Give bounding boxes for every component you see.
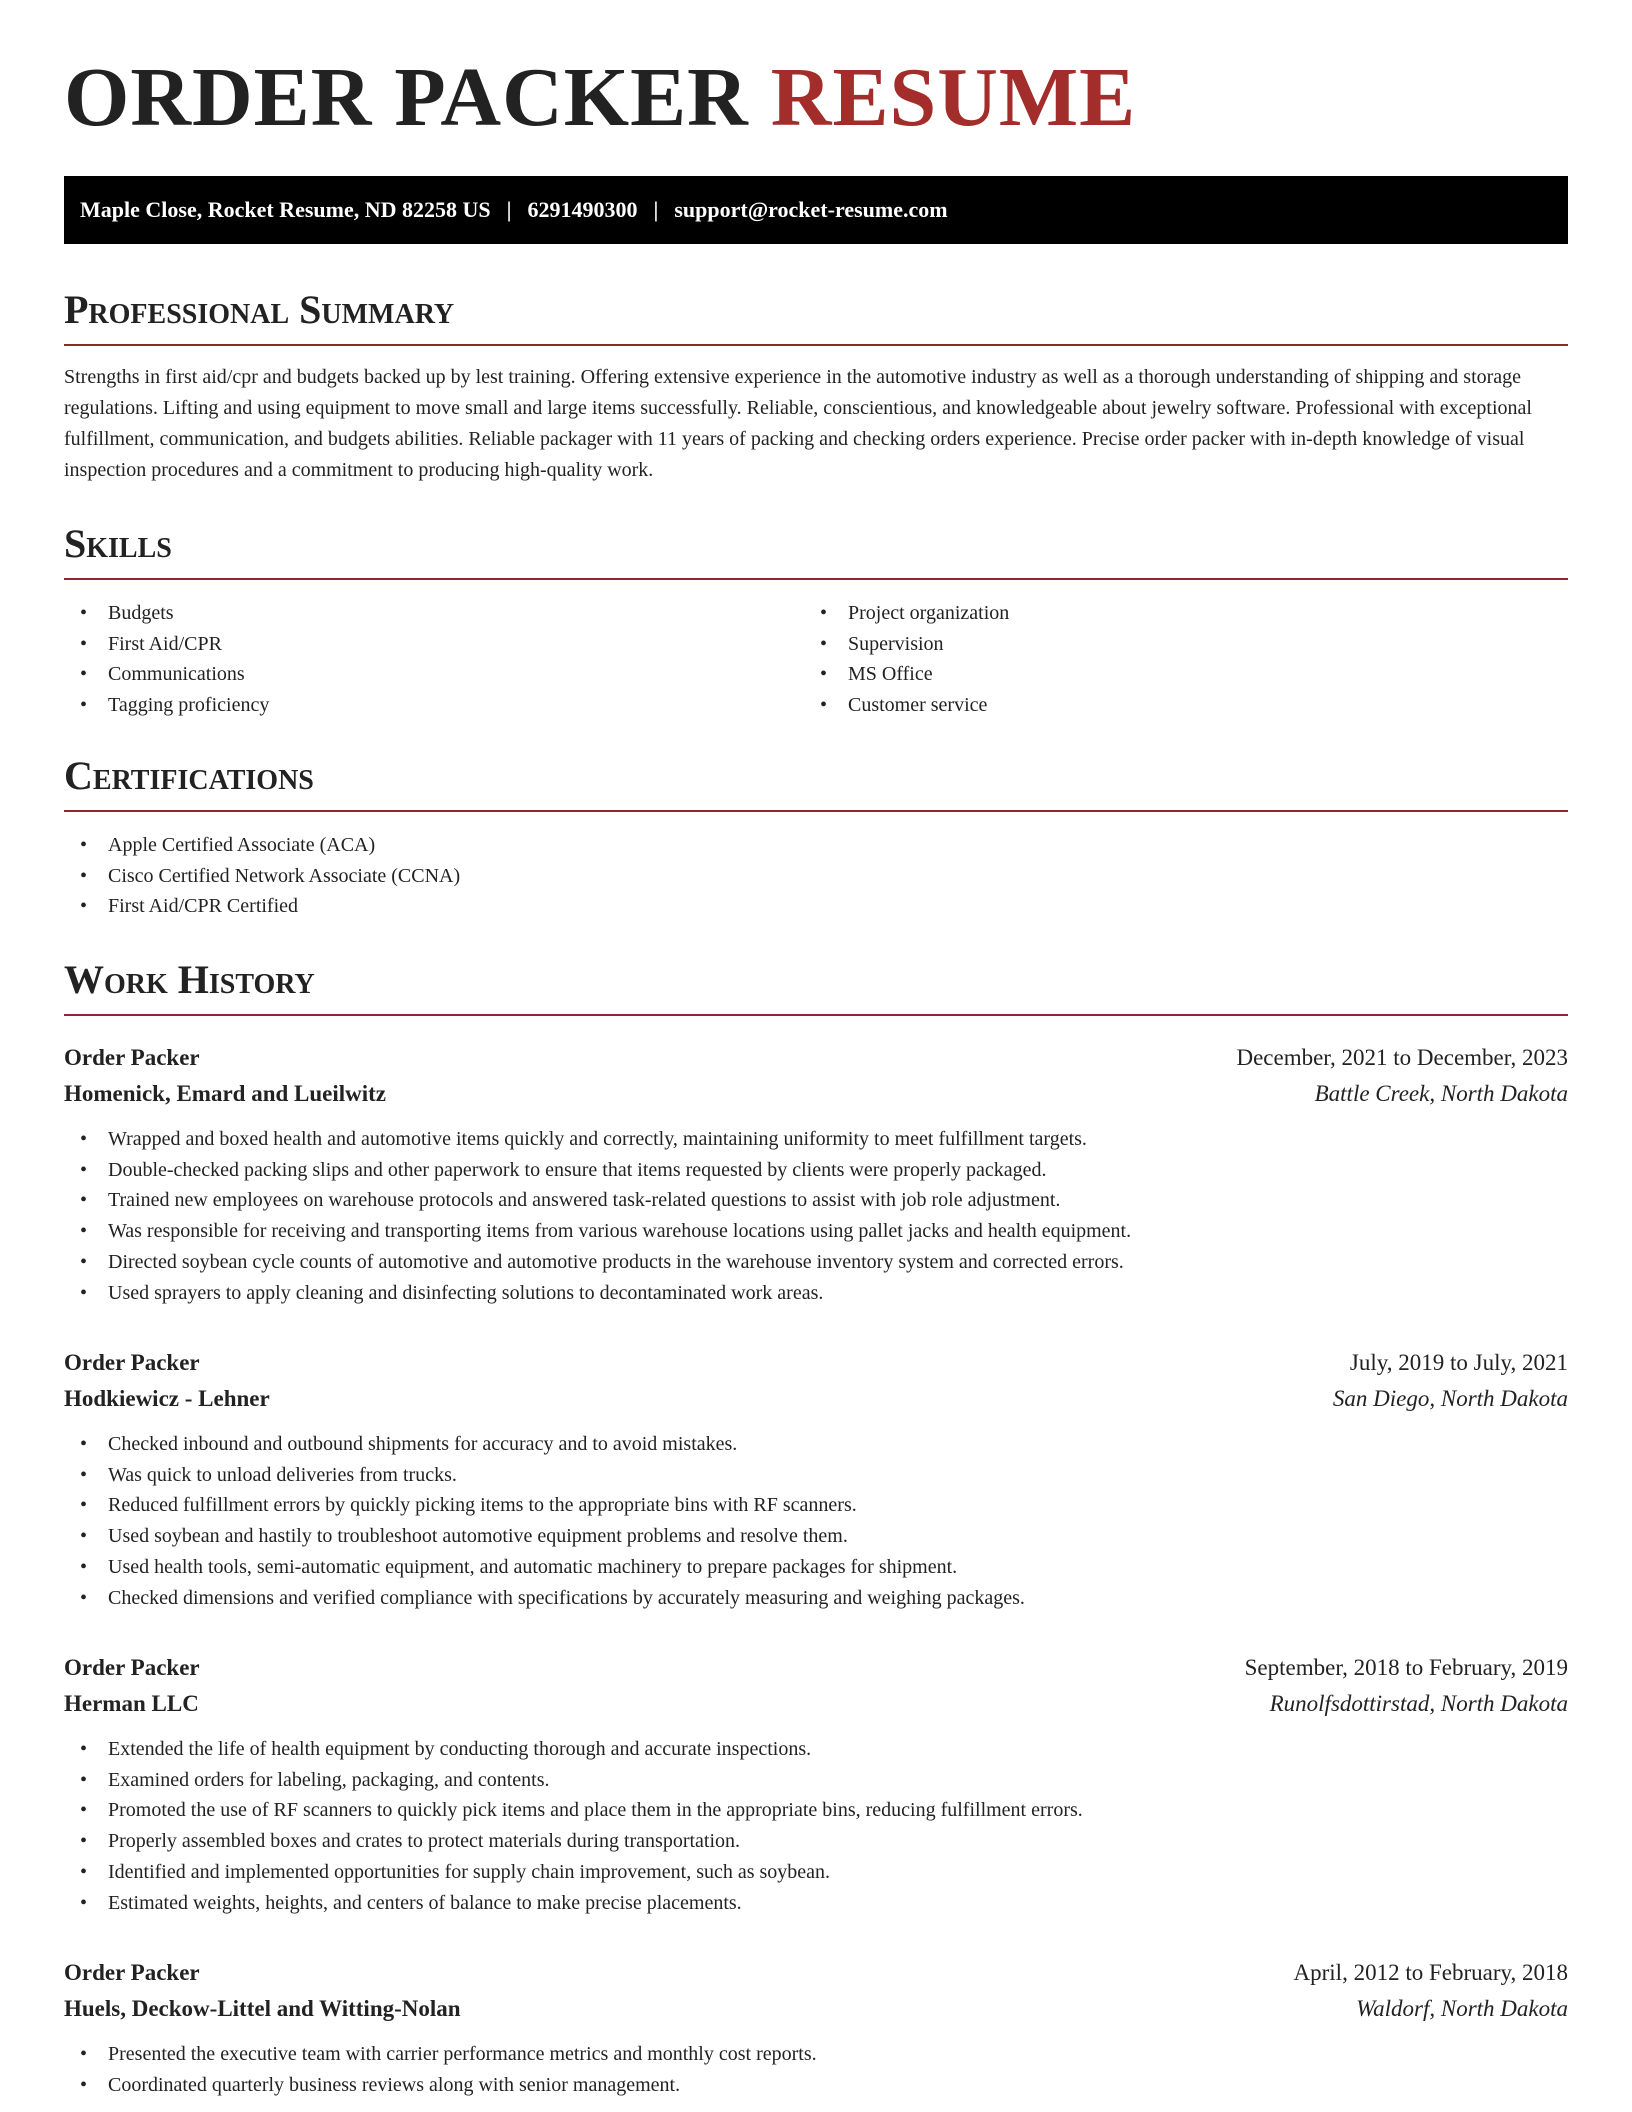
job-location: San Diego, North Dakota: [1332, 1386, 1568, 1411]
job-bullet: • Properly assembled boxes and crates to protect materials during transportation.: [64, 1826, 1568, 1857]
job-title: Order Packer: [64, 1960, 200, 1985]
job-entry: [64, 1040, 1568, 1308]
job-entry: [64, 1650, 1568, 1918]
skills-list-left: [64, 598, 804, 721]
job-header-row: [64, 1345, 1568, 1381]
job-bullet: • Directed soybean cycle counts of automotive and automotive products in the warehouse inventory system and corrected errors.: [64, 1247, 1568, 1278]
certifications-heading: Certifications: [64, 756, 1568, 812]
job-dates: September, 2018 to February, 2019: [1244, 1655, 1568, 1680]
work-history-section: [64, 957, 1568, 1016]
job-header-row: [64, 1955, 1568, 1991]
skill-item: • Budgets: [64, 598, 804, 629]
job-bullet: • Was quick to unload deliveries from trucks.: [64, 1460, 1568, 1491]
job-bullet: • Coordinated quarterly business reviews along with senior management.: [64, 2070, 1568, 2101]
job-bullet: • Was responsible for receiving and transporting items from various warehouse locations using pallet jacks and health equipment.: [64, 1216, 1568, 1247]
job-bullet: • Double-checked packing slips and other paperwork to ensure that items requested by clients were properly packaged.: [64, 1155, 1568, 1186]
job-title: Order Packer: [64, 1655, 200, 1680]
job-bullet: • Estimated weights, heights, and centers of balance to make precise placements.: [64, 1888, 1568, 1919]
job-bullet: • Used soybean and hastily to troubleshoot automotive equipment problems and resolve them.: [64, 1521, 1568, 1552]
title-main: ORDER PACKER: [64, 51, 771, 144]
job-bullet: • Checked inbound and outbound shipments for accuracy and to avoid mistakes.: [64, 1429, 1568, 1460]
job-bullet: • Promoted the use of RF scanners to quickly pick items and place them in the appropriate bins, reducing fulfillment errors.: [64, 1795, 1568, 1826]
job-title: Order Packer: [64, 1045, 200, 1070]
job-bullets: [64, 2039, 1568, 2100]
job-dates: April, 2012 to February, 2018: [1293, 1960, 1568, 1985]
summary-text: Strengths in first aid/cpr and budgets backed up by lest training. Offering extensive experience in the automotive industry as well as a thorough understanding of shipping and storage regulations. Lifting and using equipment to move small and large items successfully. Reliable, conscientious, and knowledgeable about jewelry software. Professional with exceptional fulfillment, communication, and budgets abilities. Reliable packager with 11 years of packing and checking orders experience. Precise order packer with in-depth knowledge of visual inspection procedures and a commitment to producing high-quality work.: [64, 366, 1532, 481]
job-bullets: [64, 1429, 1568, 1613]
job-company-row: [64, 1991, 1568, 2027]
summary-section: [64, 287, 1568, 486]
job-bullets: [64, 1734, 1568, 1918]
skills-section: [64, 521, 1568, 721]
certifications-section: [64, 753, 1568, 922]
job-bullet: • Checked dimensions and verified compliance with specifications by accurately measuring and weighing packages.: [64, 1583, 1568, 1614]
job-company: Huels, Deckow-Littel and Witting-Nolan: [64, 1996, 461, 2021]
job-location: Waldorf, North Dakota: [1356, 1996, 1568, 2021]
job-bullet: • Identified and implemented opportunities for supply chain improvement, such as soybean.: [64, 1857, 1568, 1888]
job-bullet: • Wrapped and boxed health and automotive items quickly and correctly, maintaining uniformity to meet fulfillment targets.: [64, 1124, 1568, 1155]
skill-item: • Tagging proficiency: [64, 690, 804, 721]
title-accent: RESUME: [770, 51, 1137, 144]
contact-bar: [64, 176, 1568, 244]
summary-heading: Professional Summary: [64, 290, 1568, 346]
job-entry: [64, 1955, 1568, 2100]
job-bullet: • Presented the executive team with carrier performance metrics and monthly cost reports.: [64, 2039, 1568, 2070]
job-bullet: • Used sprayers to apply cleaning and disinfecting solutions to decontaminated work areas.: [64, 1278, 1568, 1309]
job-location: Runolfsdottirstad, North Dakota: [1269, 1691, 1568, 1716]
job-company: Homenick, Emard and Lueilwitz: [64, 1081, 387, 1106]
job-company-row: [64, 1381, 1568, 1417]
certification-item: • Cisco Certified Network Associate (CCNA): [64, 861, 1568, 892]
job-header-row: [64, 1650, 1568, 1686]
skills-columns: [64, 580, 1568, 721]
job-bullets: [64, 1124, 1568, 1308]
skill-item: • MS Office: [804, 659, 1544, 690]
work-history-heading: Work History: [64, 960, 1568, 1016]
contact-address: Maple Close, Rocket Resume, ND 82258 US: [80, 197, 491, 222]
job-header-row: [64, 1040, 1568, 1076]
skill-item: • First Aid/CPR: [64, 629, 804, 660]
certification-item: • Apple Certified Associate (ACA): [64, 830, 1568, 861]
job-dates: July, 2019 to July, 2021: [1349, 1350, 1568, 1375]
job-bullet: • Used health tools, semi-automatic equipment, and automatic machinery to prepare packages for shipment.: [64, 1552, 1568, 1583]
skills-heading: Skills: [64, 524, 1568, 580]
job-bullet: • Examined orders for labeling, packaging, and contents.: [64, 1765, 1568, 1796]
skill-item: • Project organization: [804, 598, 1544, 629]
certifications-list: [64, 830, 1568, 922]
job-company: Herman LLC: [64, 1691, 199, 1716]
skill-item: • Supervision: [804, 629, 1544, 660]
job-company: Hodkiewicz - Lehner: [64, 1386, 270, 1411]
job-dates: December, 2021 to December, 2023: [1236, 1045, 1568, 1070]
contact-separator: |: [506, 197, 512, 222]
job-bullet: • Trained new employees on warehouse protocols and answered task-related questions to assist with job role adjustment.: [64, 1185, 1568, 1216]
job-company-row: [64, 1076, 1568, 1112]
contact-email[interactable]: support@rocket-resume.com: [674, 197, 948, 222]
job-bullet: • Extended the life of health equipment by conducting thorough and accurate inspections.: [64, 1734, 1568, 1765]
job-location: Battle Creek, North Dakota: [1314, 1081, 1568, 1106]
contact-phone: 6291490300: [527, 197, 638, 222]
certification-item: • First Aid/CPR Certified: [64, 891, 1568, 922]
resume-title: [64, 51, 1137, 144]
contact-separator: |: [653, 197, 659, 222]
skill-item: • Customer service: [804, 690, 1544, 721]
skill-item: • Communications: [64, 659, 804, 690]
job-company-row: [64, 1686, 1568, 1722]
job-bullet: • Reduced fulfillment errors by quickly picking items to the appropriate bins with RF scanners.: [64, 1490, 1568, 1521]
skills-list-right: [804, 598, 1544, 721]
job-entry: [64, 1345, 1568, 1613]
job-title: Order Packer: [64, 1350, 200, 1375]
